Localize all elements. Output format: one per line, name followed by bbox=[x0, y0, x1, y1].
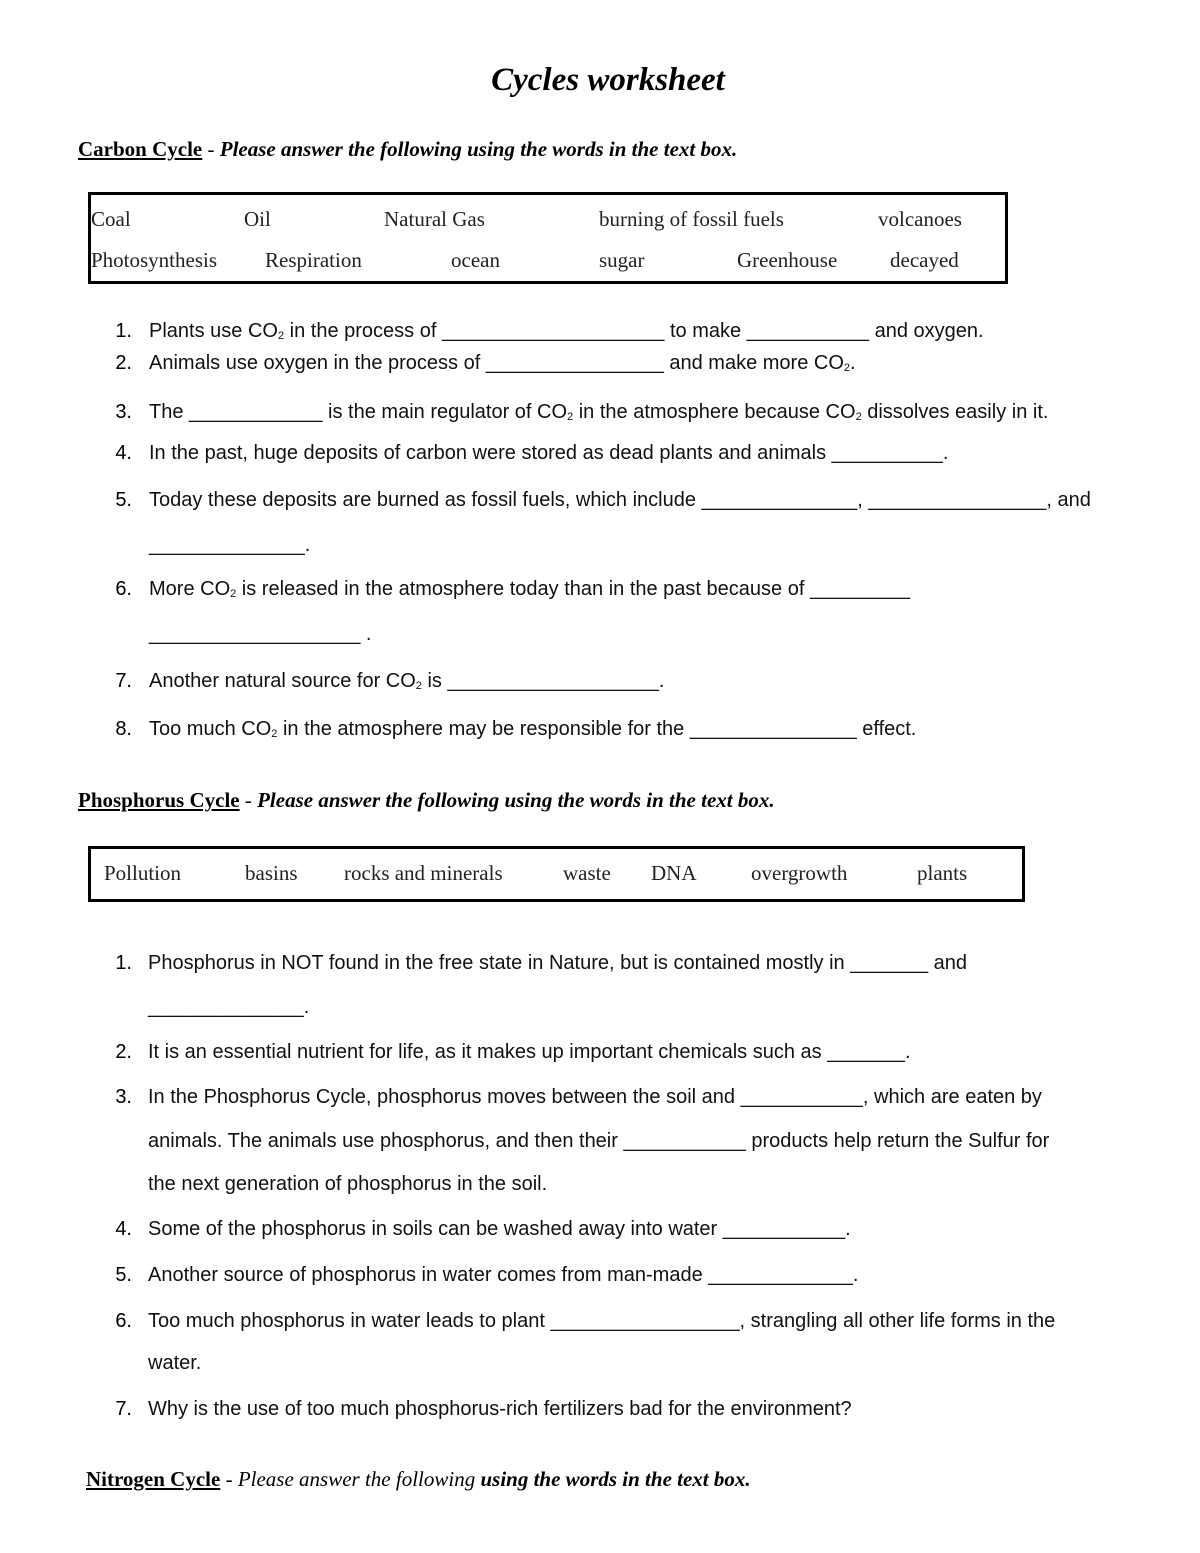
phosphorus-question-3: In the Phosphorus Cycle, phosphorus moves between the soil and ___________, which are eaten by bbox=[148, 1086, 1042, 1108]
nitrogen-section-title: Nitrogen Cycle bbox=[86, 1467, 221, 1491]
question-number: 7. bbox=[115, 670, 132, 692]
carbon-question-5: Today these deposits are burned as fossil fuels, which include ______________, ________________, and bbox=[149, 489, 1091, 511]
carbon-question-1: Plants use $CO_2$ in the process of ____________________ to make ___________ and oxygen. bbox=[149, 320, 984, 342]
carbon-dash: - bbox=[202, 137, 220, 161]
phosphorus-dash: - bbox=[239, 788, 258, 812]
phosphorus-word: Pollution bbox=[104, 861, 182, 885]
question-number: 2. bbox=[115, 1041, 132, 1063]
phosphorus-word: overgrowth bbox=[751, 861, 848, 885]
phosphorus-question-6: Too much phosphorus in water leads to plant _________________, strangling all other life forms in the bbox=[148, 1310, 1056, 1332]
phosphorus-word: DNA bbox=[651, 861, 697, 885]
carbon-word: sugar bbox=[599, 248, 645, 272]
carbon-word: Oil bbox=[244, 207, 271, 231]
nitrogen-instruction-b: using the words in the text box. bbox=[480, 1467, 751, 1491]
carbon-word: decayed bbox=[890, 248, 959, 272]
question-number: 6. bbox=[115, 578, 132, 600]
question-number: 4. bbox=[115, 1218, 132, 1240]
carbon-question-5-continued: ______________. bbox=[149, 534, 311, 556]
question-number: 3. bbox=[115, 401, 132, 423]
question-number: 1. bbox=[115, 320, 132, 342]
phosphorus-word: rocks and minerals bbox=[344, 861, 503, 885]
phosphorus-question-7: Why is the use of too much phosphorus-rich fertilizers bad for the environment? bbox=[148, 1398, 852, 1420]
question-number: 7. bbox=[115, 1398, 132, 1420]
nitrogen-dash: - bbox=[220, 1467, 238, 1491]
phosphorus-question-6-continued: water. bbox=[148, 1352, 202, 1374]
carbon-word: Respiration bbox=[265, 248, 362, 272]
phosphorus-word: plants bbox=[917, 861, 968, 885]
carbon-word: ocean bbox=[451, 248, 500, 272]
carbon-question-8: Too much $CO_2$ in the atmosphere may be responsible for the _______________ effect. bbox=[149, 718, 917, 740]
phosphorus-word: waste bbox=[563, 861, 611, 885]
phosphorus-question-5: Another source of phosphorus in water comes from man-made _____________. bbox=[148, 1264, 859, 1286]
carbon-question-3: The ____________ is the main regulator of $CO_2$ in the atmosphere because $CO_2$ dissolves easily in it. bbox=[149, 401, 1049, 423]
question-number: 1. bbox=[115, 952, 132, 974]
question-number: 6. bbox=[115, 1310, 132, 1332]
nitrogen-section-header bbox=[86, 1467, 751, 1492]
phosphorus-section-title: Phosphorus Cycle bbox=[78, 788, 240, 812]
phosphorus-section-header bbox=[78, 788, 775, 813]
carbon-word: Greenhouse bbox=[737, 248, 838, 272]
question-number: 4. bbox=[115, 442, 132, 464]
carbon-word: Natural Gas bbox=[384, 207, 485, 231]
phosphorus-question-1-continued: ______________. bbox=[148, 996, 310, 1018]
carbon-question-4: In the past, huge deposits of carbon were stored as dead plants and animals __________. bbox=[149, 442, 949, 464]
phosphorus-question-3-continued: animals. The animals use phosphorus, and then their ___________ products help return the Sulfur for bbox=[148, 1130, 1050, 1152]
page-title: Cycles worksheet bbox=[491, 62, 725, 98]
phosphorus-question-2: It is an essential nutrient for life, as it makes up important chemicals such as _______. bbox=[148, 1041, 911, 1063]
question-number: 8. bbox=[115, 718, 132, 740]
phosphorus-word-box bbox=[88, 846, 1025, 902]
carbon-section-title: Carbon Cycle bbox=[78, 137, 203, 161]
phosphorus-question-4: Some of the phosphorus in soils can be washed away into water ___________. bbox=[148, 1218, 851, 1240]
phosphorus-instruction: Please answer the following using the words in the text box. bbox=[257, 788, 775, 812]
question-number: 5. bbox=[115, 489, 132, 511]
carbon-question-2: Animals use oxygen in the process of ________________ and make more $CO_2$. bbox=[149, 352, 856, 374]
phosphorus-question-3-continued-2: the next generation of phosphorus in the soil. bbox=[148, 1173, 548, 1195]
carbon-word: volcanoes bbox=[878, 207, 962, 231]
carbon-question-7: Another natural source for $CO_2$ is ___________________. bbox=[149, 670, 665, 692]
carbon-question-6-continued: ___________________ . bbox=[149, 623, 372, 645]
carbon-instruction: Please answer the following using the words in the text box. bbox=[219, 137, 738, 161]
carbon-word-box bbox=[88, 192, 1008, 284]
carbon-word: Photosynthesis bbox=[91, 248, 218, 272]
phosphorus-question-1: Phosphorus in NOT found in the free state in Nature, but is contained mostly in _______ and bbox=[148, 952, 968, 974]
carbon-question-6: More $CO_2$ is released in the atmosphere today than in the past because of _________ bbox=[149, 578, 911, 600]
carbon-word: burning of fossil fuels bbox=[599, 207, 784, 231]
question-number: 5. bbox=[115, 1264, 132, 1286]
phosphorus-word: basins bbox=[245, 861, 298, 885]
carbon-word: Coal bbox=[91, 207, 131, 231]
question-number: 3. bbox=[115, 1086, 132, 1108]
nitrogen-instruction-a: Please answer the following bbox=[237, 1467, 481, 1491]
carbon-section-header bbox=[78, 137, 737, 162]
question-number: 2. bbox=[115, 352, 132, 374]
